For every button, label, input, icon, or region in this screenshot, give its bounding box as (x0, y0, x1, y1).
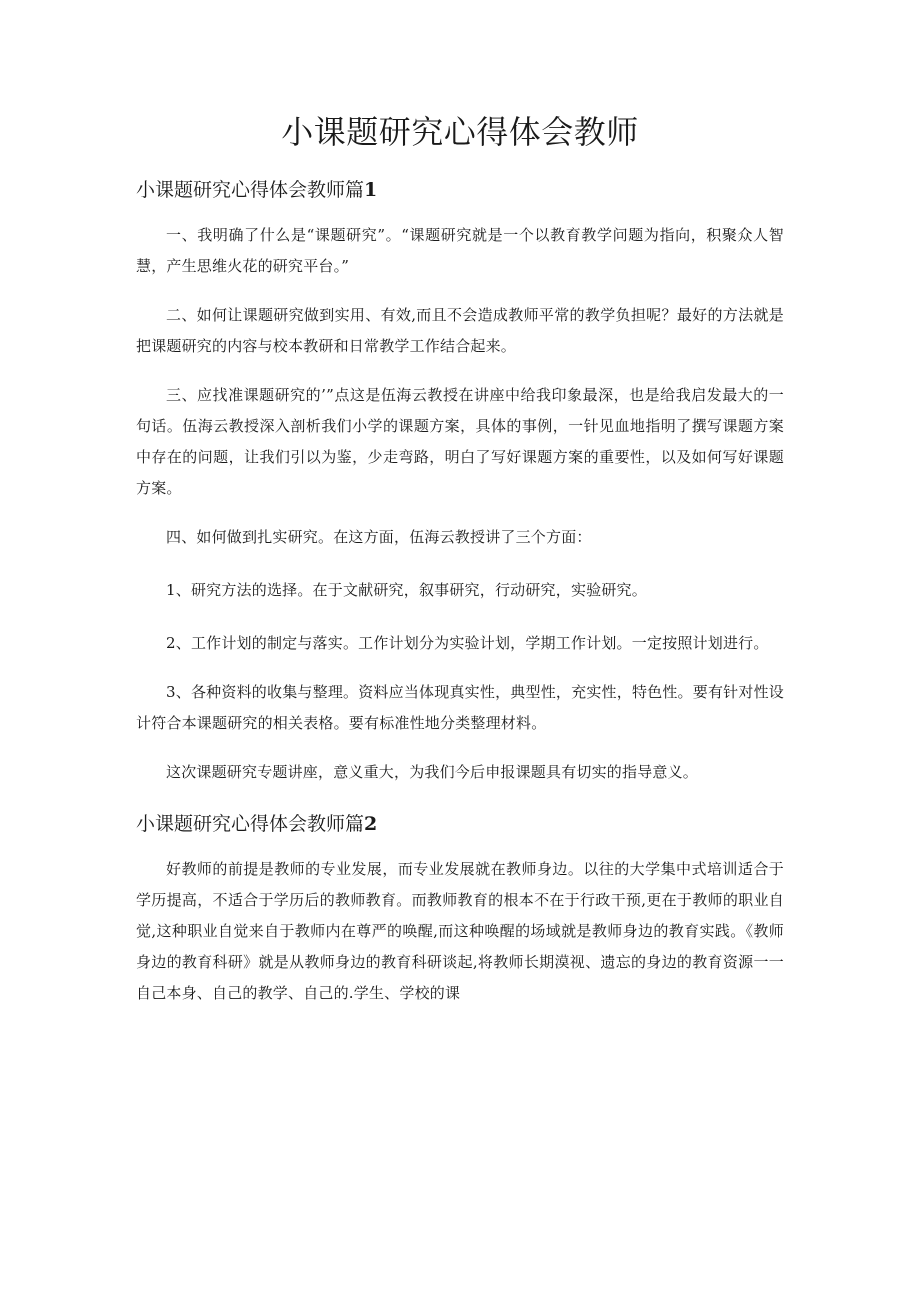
document-title: 小课题研究心得体会教师 (281, 113, 639, 151)
paragraph: 这次课题研究专题讲座，意义重大，为我们今后申报课题具有切实的指导意义。 (166, 763, 699, 781)
section-heading-1 (136, 176, 784, 204)
section-heading-text: 小课题研究心得体会教师篇 (136, 179, 365, 201)
section-heading-number: 1 (364, 179, 378, 201)
section-heading-text: 小课题研究心得体会教师篇 (136, 813, 365, 835)
section-heading-number: 2 (364, 813, 378, 835)
paragraph: 2、工作计划的制定与落实。工作计划分为实验计划，学期工作计划。一定按照计划进行。 (166, 634, 769, 652)
paragraph: 一、我明确了什么是“课题研究”。“课题研究就是一个以教育教学问题为指向，积聚众人智慧，产生思维火花的研究平台。” (136, 226, 784, 275)
paragraph: 三、应找准课题研究的’”点这是伍海云教授在讲座中给我印象最深，也是给我启发最大的一句话。伍海云教授深入剖析我们小学的课题方案，具体的事例，一针见血地指明了撰写课题方案中存在的问题，让我们引以为鉴，少走弯路，明白了写好课题方案的重要性，以及如何写好课题方案。 (136, 386, 784, 497)
section-heading-2 (136, 810, 784, 838)
paragraph: 3、各种资料的收集与整理。资料应当体现真实性，典型性，充实性，特色性。要有针对性设计符合本课题研究的相关表格。要有标准性地分类整理材料。 (136, 683, 784, 732)
paragraph: 四、如何做到扎实研究。在这方面，伍海云教授讲了三个方面： (166, 528, 592, 546)
paragraph: 好教师的前提是教师的专业发展，而专业发展就在教师身边。以往的大学集中式培训适合于学历提高，不适合于学历后的教师教育。而教师教育的根本不在于行政干预,更在于教师的职业自觉,这种职业自觉来自于教师内在尊严的唤醒,而这种唤醒的场域就是教师身边的教育实践。《教师身边的教育科研》就是从教师身边的教育科研谈起,将教师长期漠视、遗忘的身边的教育资源一一自己本身、自己的教学、自己的.学生、学校的课 (136, 860, 784, 1002)
paragraph: 1、研究方法的选择。在于文献研究，叙事研究，行动研究，实验研究。 (166, 581, 647, 599)
paragraph: 二、如何让课题研究做到实用、有效,而且不会造成教师平常的教学负担呢？最好的方法就是把课题研究的内容与校本教研和日常教学工作结合起来。 (136, 306, 784, 355)
